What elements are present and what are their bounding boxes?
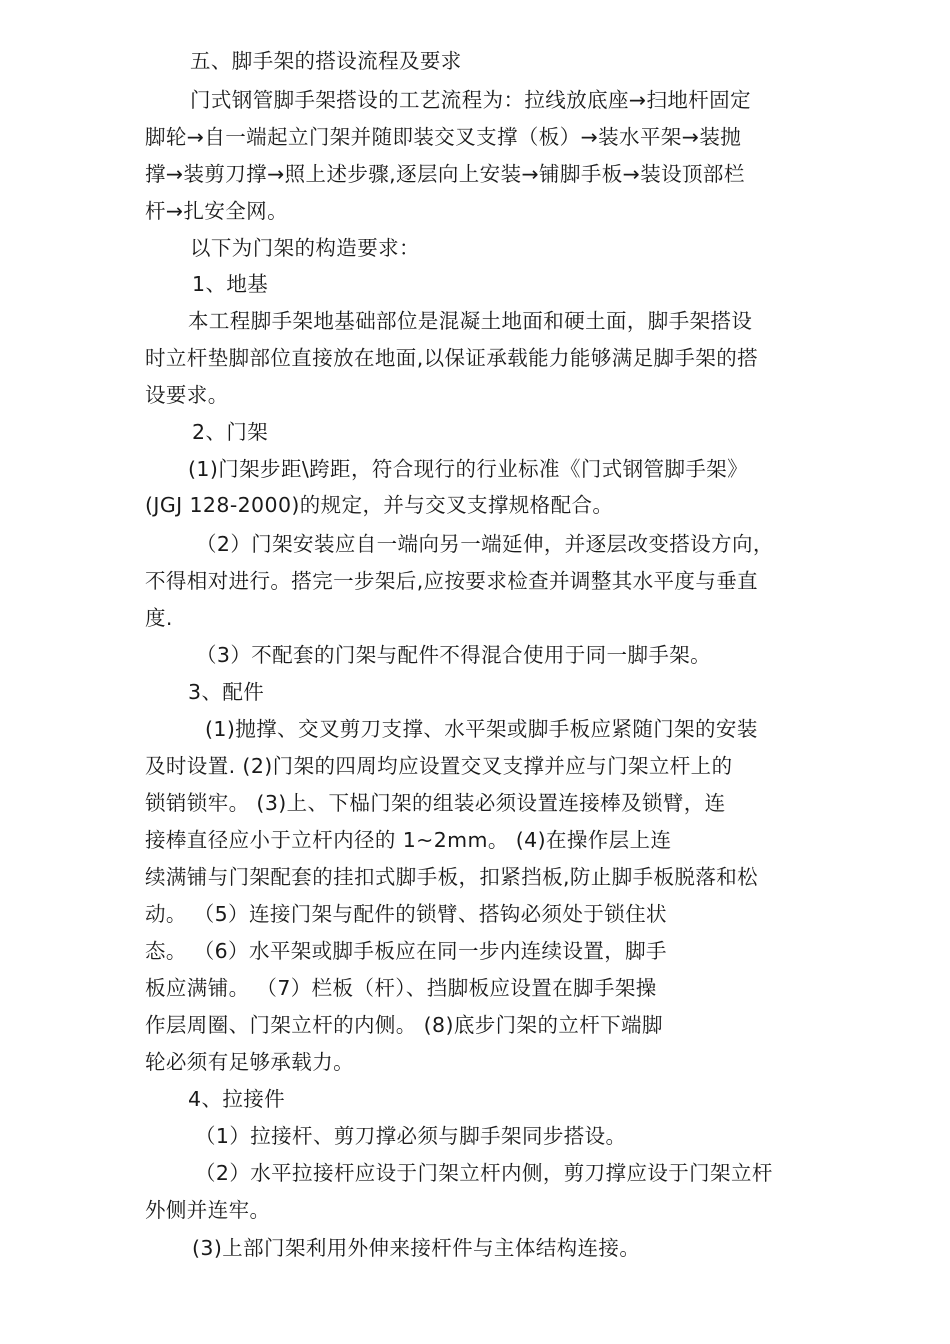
paragraph-line: 杆→扎安全网。 xyxy=(145,199,288,223)
paragraph-line: 锁销锁牢。 (3)上、下榀门架的组装必须设置连接棒及锁臂，连 xyxy=(145,791,726,815)
paragraph-line: 板应满铺。 （7）栏板（杆）、挡脚板应设置在脚手架操 xyxy=(145,976,657,1000)
paragraph-line: 作层周圈、门架立杆的内侧。 (8)底步门架的立杆下端脚 xyxy=(145,1013,663,1037)
paragraph-line: 外侧并连牢。 xyxy=(145,1198,271,1222)
paragraph-line: (JGJ 128-2000)的规定，并与交叉支撑规格配合。 xyxy=(145,493,614,517)
subsection-heading: 1、地基 xyxy=(192,272,269,296)
paragraph-line: 不得相对进行。搭完一步架后,应按要求检查并调整其水平度与垂直 xyxy=(145,569,759,593)
paragraph-line: （3）不配套的门架与配件不得混合使用于同一脚手架。 xyxy=(196,643,712,667)
paragraph-line: 度. xyxy=(145,606,173,630)
section-heading: 五、脚手架的搭设流程及要求 xyxy=(190,49,462,73)
paragraph-line: 续满铺与门架配套的挂扣式脚手板，扣紧挡板,防止脚手板脱落和松 xyxy=(145,865,759,889)
paragraph-line: （2）门架安装应自一端向另一端延伸，并逐层改变搭设方向， xyxy=(196,532,774,556)
subsection-heading: 3、配件 xyxy=(188,680,265,704)
paragraph-line: 设要求。 xyxy=(145,383,229,407)
paragraph-line: 以下为门架的构造要求： xyxy=(190,236,420,260)
paragraph-line: 接棒直径应小于立杆内径的 1~2mm。 (4)在操作层上连 xyxy=(145,828,672,852)
paragraph-line: 及时设置. (2)门架的四周均应设置交叉支撑并应与门架立杆上的 xyxy=(145,754,733,778)
paragraph-line: 时立杆垫脚部位直接放在地面,以保证承载能力能够满足脚手架的搭 xyxy=(145,346,759,370)
paragraph-line: 脚轮→自一端起立门架并随即装交叉支撑（板）→装水平架→装抛 xyxy=(145,125,742,149)
paragraph-line: (1)门架步距\跨距，符合现行的行业标准《门式钢管脚手架》 xyxy=(188,457,749,481)
paragraph-line: 门式钢管脚手架搭设的工艺流程为：拉线放底座→扫地杆固定 xyxy=(190,88,751,112)
paragraph-line: （1）拉接杆、剪刀撑必须与脚手架同步搭设。 xyxy=(195,1124,627,1148)
paragraph-line: 动。 （5）连接门架与配件的锁臂、搭钩必须处于锁住状 xyxy=(145,902,667,926)
subsection-heading: 2、门架 xyxy=(192,420,269,444)
paragraph-line: （2）水平拉接杆应设于门架立杆内侧，剪刀撑应设于门架立杆 xyxy=(195,1161,773,1185)
paragraph-line: 轮必须有足够承载力。 xyxy=(145,1050,354,1074)
paragraph-line: 本工程脚手架地基础部位是混凝土地面和硬土面，脚手架搭设 xyxy=(188,309,753,333)
paragraph-line: 撑→装剪刀撑→照上述步骤,逐层向上安装→铺脚手板→装设顶部栏 xyxy=(145,162,745,186)
paragraph-line: 态。 （6）水平架或脚手板应在同一步内连续设置，脚手 xyxy=(145,939,667,963)
paragraph-line: (3)上部门架利用外伸来接杆件与主体结构连接。 xyxy=(192,1236,641,1260)
subsection-heading: 4、拉接件 xyxy=(188,1087,286,1111)
paragraph-line: (1)抛撑、交叉剪刀支撑、水平架或脚手板应紧随门架的安装 xyxy=(205,717,758,741)
